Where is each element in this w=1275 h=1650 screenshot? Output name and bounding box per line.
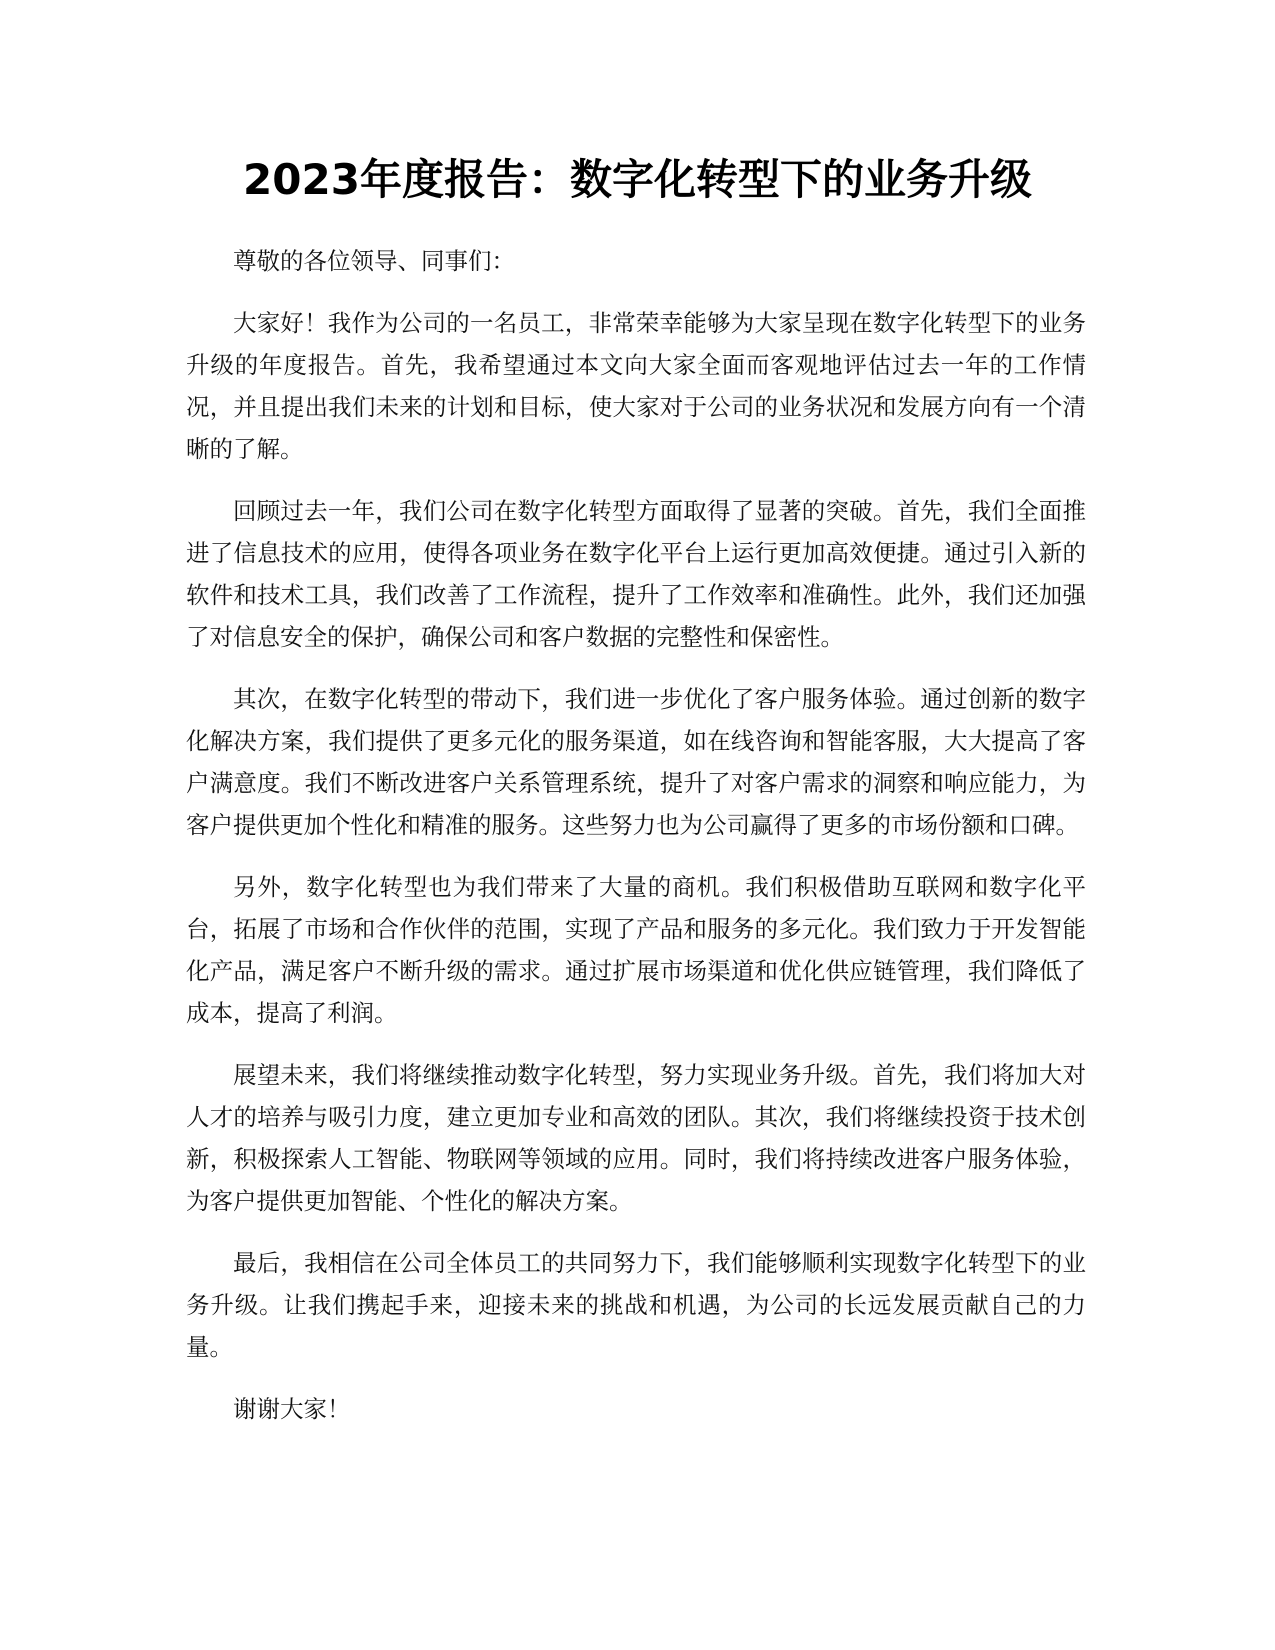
greeting: 尊敬的各位领导、同事们： xyxy=(233,247,515,275)
closing: 谢谢大家！ xyxy=(233,1395,351,1423)
document-title: 2023年度报告：数字化转型下的业务升级 xyxy=(243,155,1032,204)
paragraph-review: 回顾过去一年，我们公司在数字化转型方面取得了显著的突破。首先，我们全面推进了信息技术的应用，使得各项业务在数字化平台上运行更加高效便捷。通过引入新的软件和技术工具，我们改善了工作流程，提升了工作效率和准确性。此外，我们还加强了对信息安全的保护，确保公司和客户数据的完整性和保密性。 xyxy=(186,497,1086,651)
paragraph-intro: 大家好！我作为公司的一名员工，非常荣幸能够为大家呈现在数字化转型下的业务升级的年度报告。首先，我希望通过本文向大家全面而客观地评估过去一年的工作情况，并且提出我们未来的计划和目标，使大家对于公司的业务状况和发展方向有一个清晰的了解。 xyxy=(186,309,1086,463)
paragraph-customer-service: 其次，在数字化转型的带动下，我们进一步优化了客户服务体验。通过创新的数字化解决方案，我们提供了更多元化的服务渠道，如在线咨询和智能客服，大大提高了客户满意度。我们不断改进客户关系管理系统，提升了对客户需求的洞察和响应能力，为客户提供更加个性化和精准的服务。这些努力也为公司赢得了更多的市场份额和口碑。 xyxy=(186,685,1086,839)
paragraph-outlook: 展望未来，我们将继续推动数字化转型，努力实现业务升级。首先，我们将加大对人才的培养与吸引力度，建立更加专业和高效的团队。其次，我们将继续投资于技术创新，积极探索人工智能、物联网等领域的应用。同时，我们将持续改进客户服务体验，为客户提供更加智能、个性化的解决方案。 xyxy=(186,1061,1086,1215)
document-body xyxy=(186,240,1086,1450)
paragraph-business-opportunities: 另外，数字化转型也为我们带来了大量的商机。我们积极借助互联网和数字化平台，拓展了市场和合作伙伴的范围，实现了产品和服务的多元化。我们致力于开发智能化产品，满足客户不断升级的需求。通过扩展市场渠道和优化供应链管理，我们降低了成本，提高了利润。 xyxy=(186,873,1086,1027)
paragraph-conclusion: 最后，我相信在公司全体员工的共同努力下，我们能够顺利实现数字化转型下的业务升级。让我们携起手来，迎接未来的挑战和机遇，为公司的长远发展贡献自己的力量。 xyxy=(186,1249,1086,1361)
